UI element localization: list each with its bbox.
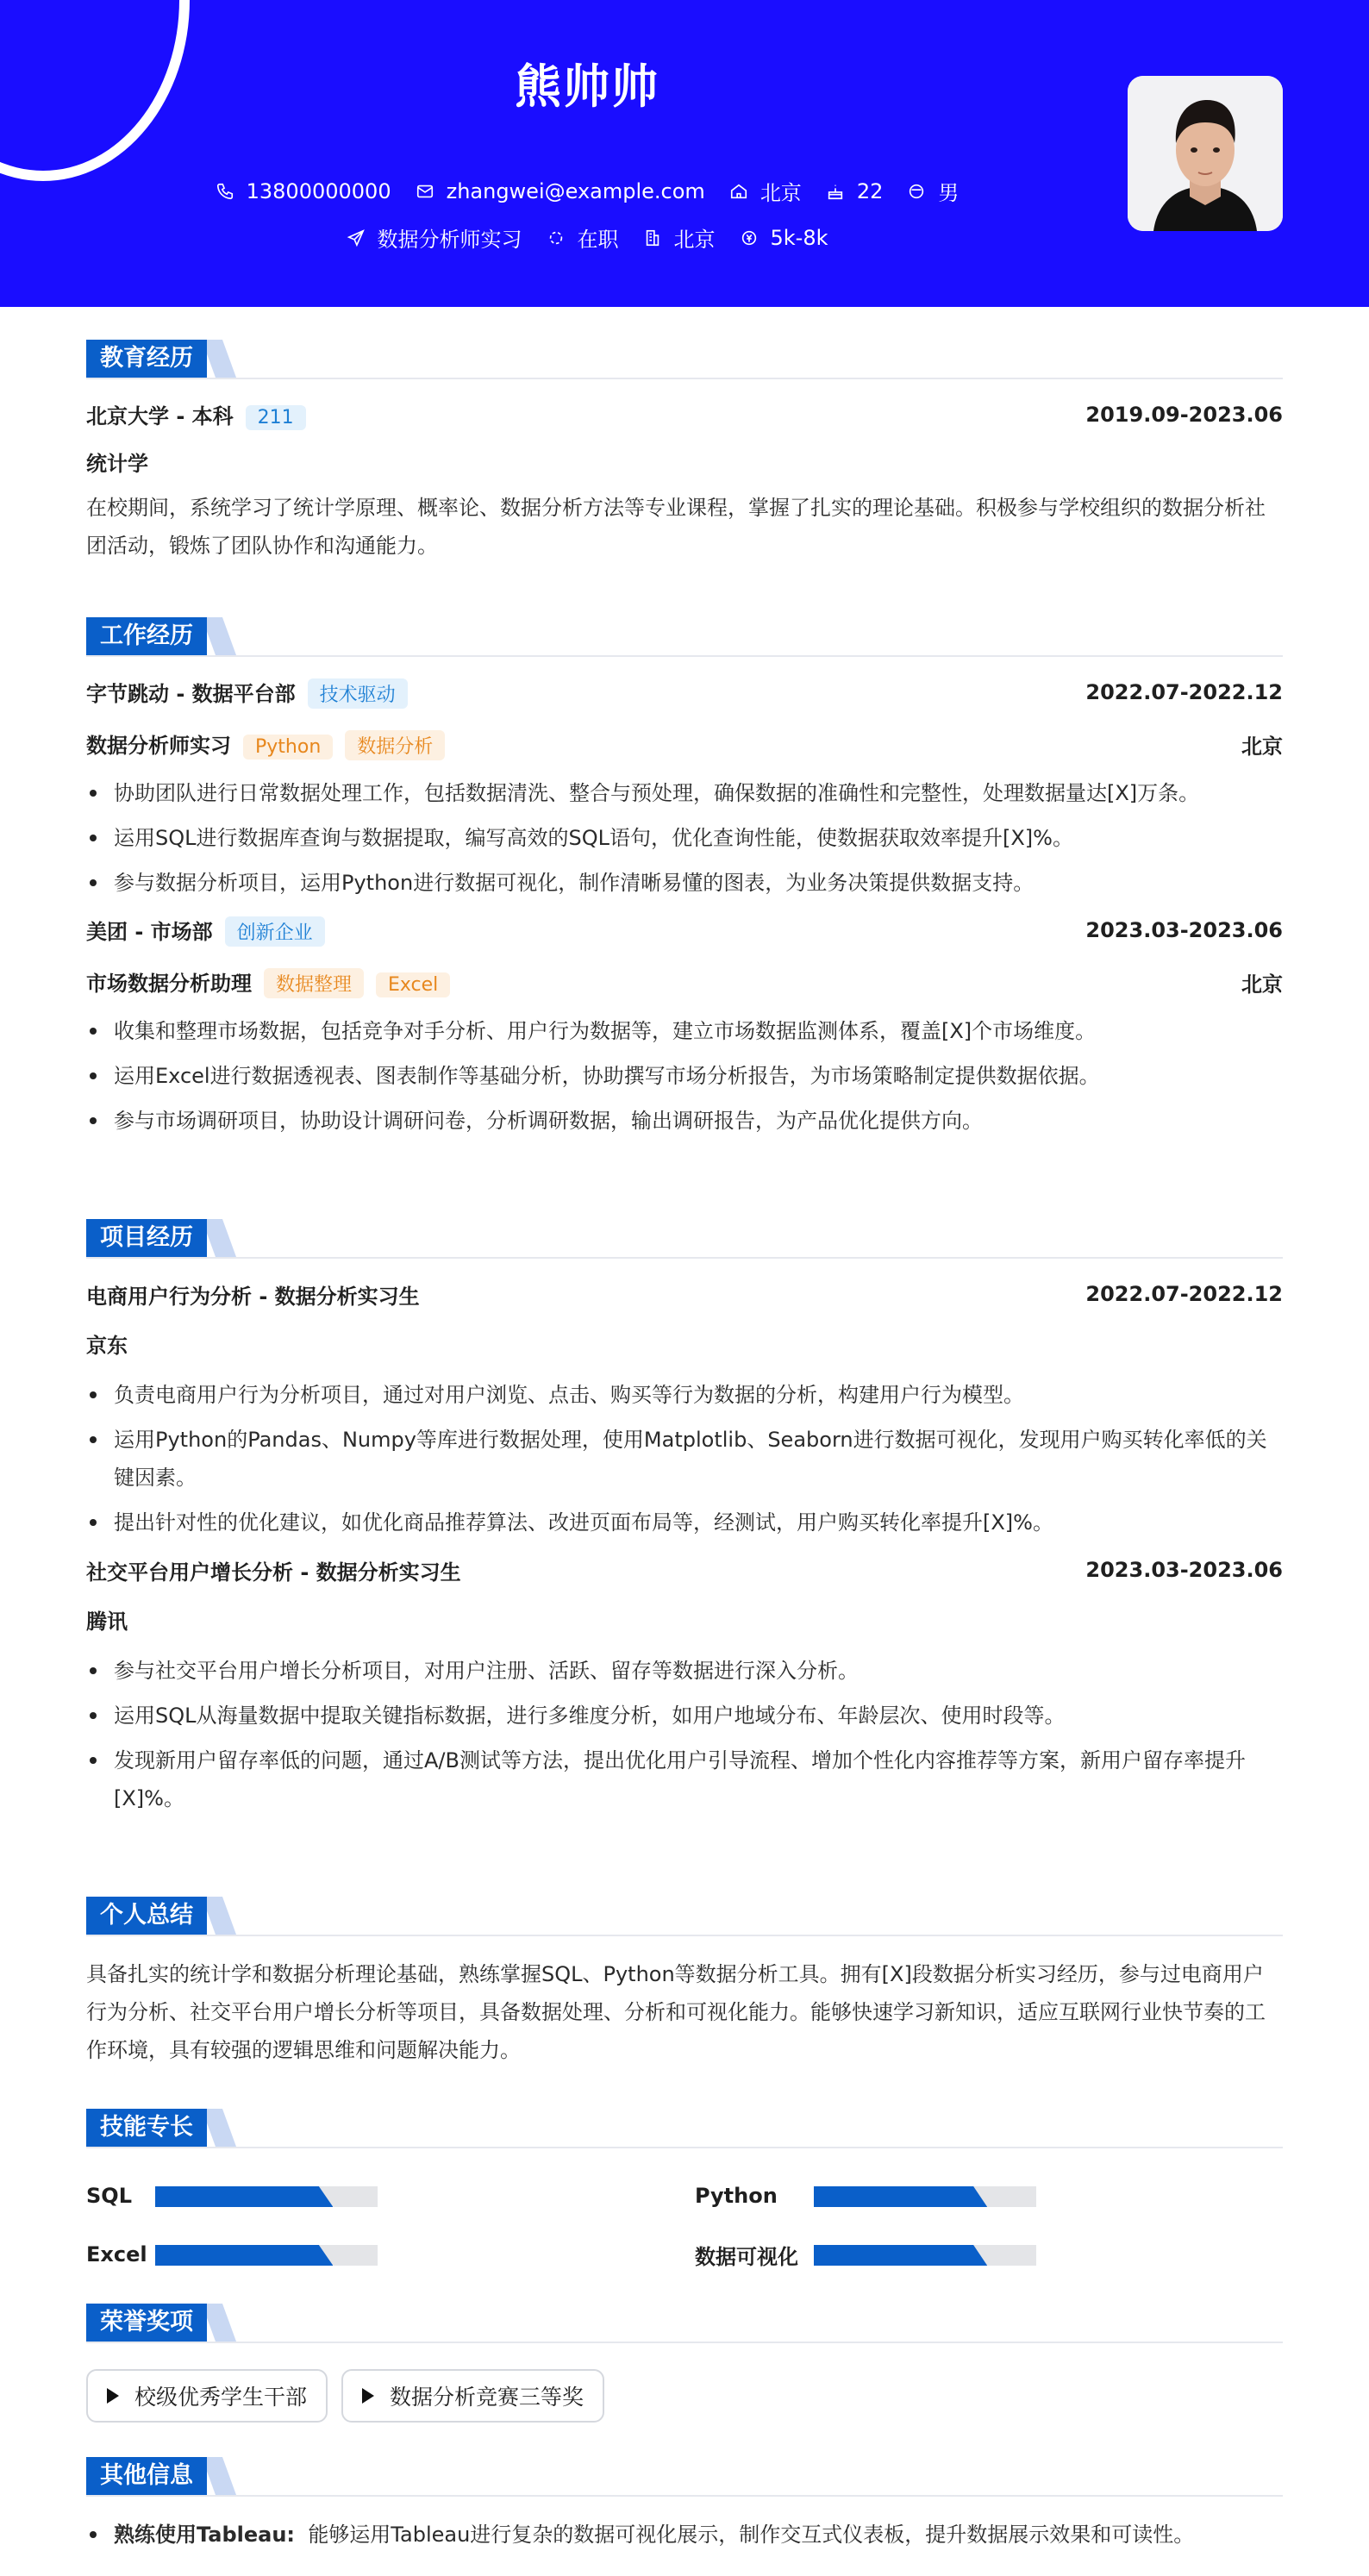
role-tag: Python [243,735,333,760]
list-item: 参与数据分析项目，运用Python进行数据可视化，制作清晰易懂的图表，为业务决策提供数据支持。 [86,864,1283,902]
skill-level-fill [814,2186,987,2207]
skill-level-fill [155,2245,333,2266]
coin-icon [740,228,759,247]
award-label: 校级优秀学生干部 [134,2385,308,2410]
status-item [547,222,619,253]
skill-name: Python [695,2184,778,2208]
section-header [86,2457,1283,2497]
status-text: 在职 [577,228,619,252]
project-entry [86,1279,1283,1541]
job-header-row [86,916,1283,945]
list-item: 提出针对性的优化建议，如优化商品推荐算法、改进页面布局等，经测试，用户购买转化率提升[X]%。 [86,1504,1283,1541]
list-item: 运用Python的Pandas、Numpy等库进行数据处理，使用Matplotlib、Seaborn进行数据可视化，发现用户购买转化率低的关键因素。 [86,1421,1283,1497]
skill-name: Excel [86,2242,147,2267]
section-header [86,1897,1283,1936]
skill-level-fill [155,2186,333,2207]
email-text: zhangwei@example.com [446,178,705,203]
list-item: 收集和整理市场数据，包括竞争对手分析、用户行为数据等，建立市场数据监测体系，覆盖[X]个市场维度。 [86,1012,1283,1050]
skill-item [86,2181,379,2210]
cake-icon [826,182,845,201]
award-label: 数据分析竞赛三等奖 [390,2385,584,2410]
role-name: 数据分析师实习 [86,733,231,758]
section-header [86,2304,1283,2343]
job-city: 北京 [1241,734,1283,759]
project-org: 京东 [86,1334,128,1358]
section-title: 项目经历 [86,1219,207,1257]
list-item: 运用SQL从海量数据中提取关键指标数据，进行多维度分析，如用户地域分布、年龄层次、使用时段等。 [86,1697,1283,1735]
list-item: 协助团队进行日常数据处理工作，包括数据清洗、整合与预处理，确保数据的准确性和完整性，处理数据量达[X]万条。 [86,774,1283,812]
list-item: 发现新用户留存率低的问题，通过A/B测试等方法，提出优化用户引导流程、增加个性化内容推荐等方案，新用户留存率提升[X]%。 [86,1741,1283,1817]
role-tag: 数据分析 [345,730,445,760]
home-icon [729,182,748,201]
role-row [86,967,1283,997]
job-intent-row [0,222,1174,253]
section-title: 其他信息 [86,2457,207,2495]
job-header-row [86,678,1283,707]
section-header [86,617,1283,657]
phone-item[interactable] [216,179,391,203]
education-header-row [86,400,1283,429]
job-target-text: 数据分析师实习 [377,228,522,252]
role-line [86,728,445,760]
mail-icon [416,182,434,201]
section-header [86,340,1283,379]
list-item: 参与市场调研项目，协助设计调研问卷，分析调研数据，输出调研报告，为产品优化提供方向。 [86,1102,1283,1140]
age-item [826,179,884,203]
job-entry [86,916,1283,1140]
project-org: 腾讯 [86,1610,128,1634]
section-header [86,2109,1283,2148]
project-name: 电商用户行为分析 - 数据分析实习生 [86,1284,420,1309]
skill-item [86,2240,379,2269]
award-chip [86,2369,328,2423]
email-item[interactable] [416,179,705,203]
company-tag: 创新企业 [225,916,325,947]
play-triangle-icon [107,2388,119,2404]
job-entry [86,678,1283,902]
header-banner [0,0,1369,307]
award-chip [341,2369,604,2423]
project-date: 2023.03-2023.06 [1085,1558,1283,1582]
section-header [86,1219,1283,1259]
city-item [643,222,716,253]
project-header-row [86,1279,1283,1309]
summary-text: 具备扎实的统计学和数据分析理论基础，熟练掌握SQL、Python等数据分析工具。拥有[X]段数据分析实习经历，参与过电商用户行为分析、社交平台用户增长分析等项目，具备数据处理、分析和可视化能力。能够快速学习新知识，适应互联网行业快节奏的工作环境，具有较强的逻辑思维和问题解决能力。 [86,1962,1266,2062]
job-bullets [86,1012,1283,1140]
role-name: 市场数据分析助理 [86,971,252,996]
skills-section [86,2109,1283,2273]
other-list [86,2516,1283,2554]
section-title: 教育经历 [86,340,207,378]
skill-bar [155,2186,378,2207]
play-triangle-icon [362,2388,374,2404]
skill-name: 数据可视化 [695,2244,798,2269]
paper-plane-icon [347,228,366,247]
job-city: 北京 [1241,972,1283,997]
project-bullets [86,1652,1283,1817]
gender-item [907,176,959,206]
city-text: 北京 [673,228,716,252]
skill-item [695,2240,1040,2269]
education-section [86,340,1283,565]
portrait-photo [1128,76,1283,231]
location-text: 北京 [760,181,802,205]
list-item [86,2516,1283,2554]
award-list [86,2369,1283,2423]
gender-text: 男 [938,181,960,205]
salary-item [740,226,828,250]
project-name: 社交平台用户增长分析 - 数据分析实习生 [86,1560,461,1585]
salary-text: 5k-8k [770,225,828,250]
project-date: 2022.07-2022.12 [1085,1282,1283,1306]
summary-section [86,1897,1283,2069]
role-line [86,966,450,998]
role-tag: 数据整理 [264,968,364,998]
section-title: 技能专长 [86,2109,207,2147]
contact-row [0,176,1174,206]
company-name: 字节跳动 - 数据平台部 [86,681,296,706]
projects-section [86,1219,1283,1824]
skill-level-fill [814,2245,987,2266]
location-item [729,176,802,206]
company-name: 美团 - 市场部 [86,919,213,944]
other-section [86,2457,1283,2560]
section-title: 工作经历 [86,617,207,655]
building-icon [643,228,662,247]
company-line [86,677,408,709]
school-name: 北京大学 - 本科 [86,404,234,428]
list-item: 参与社交平台用户增长分析项目，对用户注册、活跃、留存等数据进行深入分析。 [86,1652,1283,1690]
list-item: 负责电商用户行为分析项目，通过对用户浏览、点击、购买等行为数据的分析，构建用户行为模型。 [86,1376,1283,1414]
other-label: 熟练使用Tableau: [114,2523,296,2547]
skill-bar [814,2186,1036,2207]
skill-bar [814,2245,1036,2266]
avatar [1128,76,1283,231]
section-title: 个人总结 [86,1897,207,1935]
education-description: 在校期间，系统学习了统计学原理、概率论、数据分析方法等专业课程，掌握了扎实的理论基础。积极参与学校组织的数据分析社团活动，锻炼了团队协作和沟通能力。 [86,496,1266,558]
section-title: 荣誉奖项 [86,2304,207,2342]
awards-section [86,2304,1283,2423]
work-section [86,617,1283,1147]
role-row [86,729,1283,759]
role-tag: Excel [376,972,450,997]
job-date: 2022.07-2022.12 [1085,680,1283,704]
job-date: 2023.03-2023.06 [1085,918,1283,942]
company-line [86,915,325,947]
project-entry [86,1555,1283,1817]
project-bullets [86,1376,1283,1541]
major: 统计学 [86,452,148,476]
job-target-item [347,222,522,253]
project-header-row [86,1555,1283,1585]
other-text: 能够运用Tableau进行复杂的数据可视化展示，制作交互式仪表板，提升数据展示效果和可读性。 [308,2523,1195,2547]
list-item: 运用SQL进行数据库查询与数据提取，编写高效的SQL语句，优化查询性能，使数据获取效率提升[X]%。 [86,819,1283,857]
phone-icon [216,182,234,201]
age-text: 22 [856,178,884,203]
school-line [86,399,306,430]
job-bullets [86,774,1283,902]
skill-name: SQL [86,2184,132,2208]
list-item: 运用Excel进行数据透视表、图表制作等基础分析，协助撰写市场分析报告，为市场策略制定提供数据依据。 [86,1057,1283,1095]
company-tag: 技术驱动 [308,678,408,709]
gender-icon [907,182,926,201]
candidate-name: 熊帅帅 [515,59,659,114]
skill-bar [155,2245,378,2266]
school-tag: 211 [246,405,306,430]
phone-text: 13800000000 [246,178,391,203]
status-icon [547,228,566,247]
skill-item [695,2181,1040,2210]
education-date: 2019.09-2023.06 [1085,403,1283,427]
